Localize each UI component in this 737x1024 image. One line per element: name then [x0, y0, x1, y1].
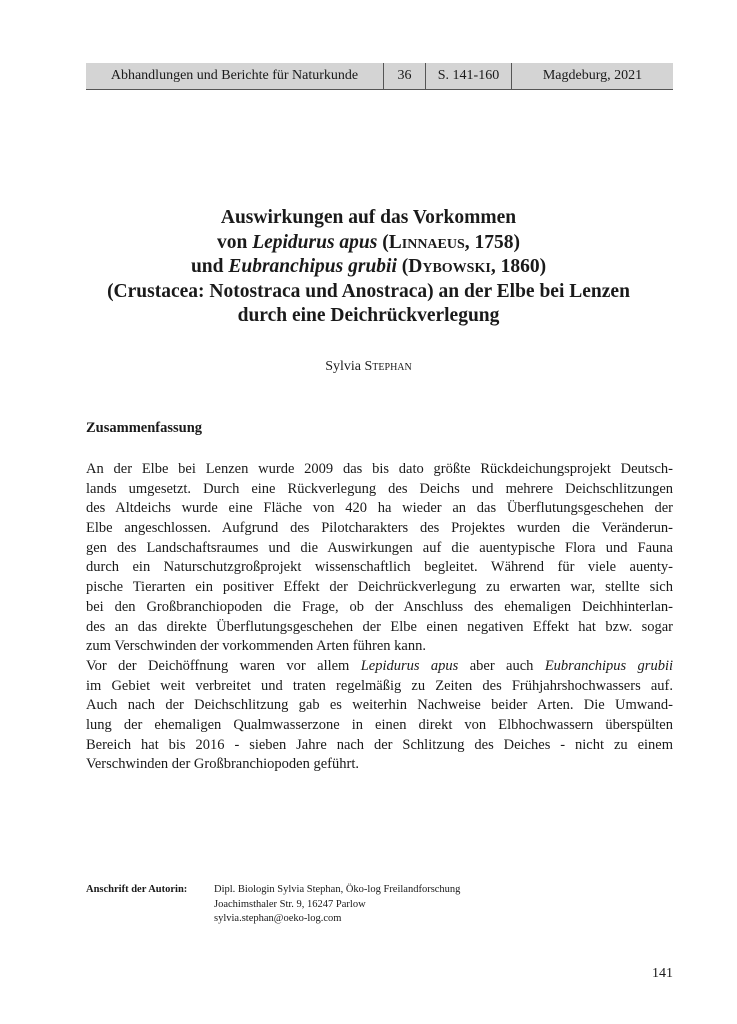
author-email: sylvia.stephan@oeko-log.com: [214, 913, 342, 924]
journal-volume: 36: [384, 63, 426, 89]
title-text: von: [216, 231, 253, 253]
journal-name: Abhandlungen und Berichte für Naturkunde: [86, 63, 384, 89]
text-line: Bereich hat bis 2016 - sieben Jahre nach der Schlitzung des Deiches - nicht zu einem: [86, 736, 673, 753]
text-fragment: aber auch: [458, 657, 545, 674]
text-line: zum Verschwinden der vorkommenden Arten führen kann.: [86, 638, 426, 655]
text-line: des Altdeichs wurde eine Fläche von 420 ha wieder an das Überflutungsgeschehen der: [86, 500, 673, 517]
section-heading: Zusammenfassung: [86, 420, 203, 436]
taxon-year: , 1860): [490, 256, 547, 277]
abstract-text: [86, 460, 673, 775]
taxon-name: Lepidurus apus: [360, 657, 459, 674]
text-line: Verschwinden der Großbranchiopoden geführt.: [86, 756, 359, 773]
text-line: pische Tierarten ein positiver Effekt der Deichrückverlegung zu erwarten war, stellte sich: [86, 579, 673, 596]
address-label: Anschrift der Autorin:: [86, 884, 188, 895]
title-text: und: [190, 256, 229, 277]
author-name: [0, 359, 737, 375]
taxon-name: Lepidurus apus: [252, 231, 378, 253]
title-line-3: [60, 255, 677, 280]
text-line: [86, 657, 673, 677]
author-address: [86, 883, 460, 927]
taxon-name: Eubranchipus grubii: [544, 657, 674, 674]
text-fragment: Vor der Deichöffnung waren vor allem: [86, 657, 361, 674]
page-number: 141: [652, 966, 673, 981]
taxon-author: Linnaeus: [388, 231, 465, 253]
taxon-name: Eubranchipus grubii: [228, 256, 397, 277]
title-text: (: [377, 231, 389, 253]
paper-title: [60, 206, 677, 329]
title-line-1: Auswirkungen auf das Vorkommen: [220, 207, 517, 228]
address-line: Dipl. Biologin Sylvia Stephan, Öko-log Freilandforschung: [214, 884, 461, 895]
title-text: (: [396, 256, 409, 277]
text-line: Elbe angeschlossen. Aufgrund des Pilotcharakters des Projektes wurden die Veränderun-: [86, 520, 673, 537]
title-line-4: (Crustacea: Notostraca und Anostraca) an der Elbe bei Lenzen: [107, 280, 630, 302]
author-last-name: Stephan: [364, 359, 412, 374]
text-line: lands umgesetzt. Durch eine Rückverlegung des Deichs und mehrere Deichschlitzungen: [86, 480, 673, 497]
taxon-year: , 1758): [464, 231, 521, 253]
journal-pages: S. 141-160: [426, 63, 512, 89]
taxon-author: Dybowski: [408, 256, 491, 277]
text-line: Auch nach der Deichschlitzung gab es weiterhin Nachweise beider Arten. Die Umwand-: [86, 697, 673, 714]
address-lines: [214, 883, 460, 927]
text-line: des an das direkte Überflutungsgeschehen der Elbe einen negativen Effekt hat bzw. sogar: [86, 618, 673, 635]
address-line: Joachimsthaler Str. 9, 16247 Parlow: [214, 898, 366, 910]
title-line-5: durch eine Deichrückverlegung: [237, 305, 500, 326]
journal-header: [86, 63, 673, 90]
journal-place-year: Magdeburg, 2021: [542, 68, 643, 83]
text-line: bei den Großbranchiopoden die Frage, ob der Anschluss des ehemaligen Deichhinterlan-: [86, 598, 673, 615]
text-line: An der Elbe bei Lenzen wurde 2009 das bis dato größte Rückdeichungsprojekt Deutsch-: [86, 461, 673, 477]
text-line: im Gebiet weit verbreitet und traten regelmäßig zu Zeiten des Frühjahrshochwassers auf.: [86, 677, 673, 694]
text-line: gen des Landschaftsraumes und die Auswirkungen auf die auentypische Flora und Fauna: [86, 539, 673, 556]
title-line-2: [60, 231, 677, 256]
text-line: durch ein Naturschutzgroßprojekt wissenschaftlich begleitet. Während für viele auenty-: [86, 559, 673, 576]
author-first-name: Sylvia: [325, 359, 365, 374]
text-line: lung der ehemaligen Qualmwasserzone in einen direkt von Elbhochwassern überspülten: [86, 716, 673, 733]
